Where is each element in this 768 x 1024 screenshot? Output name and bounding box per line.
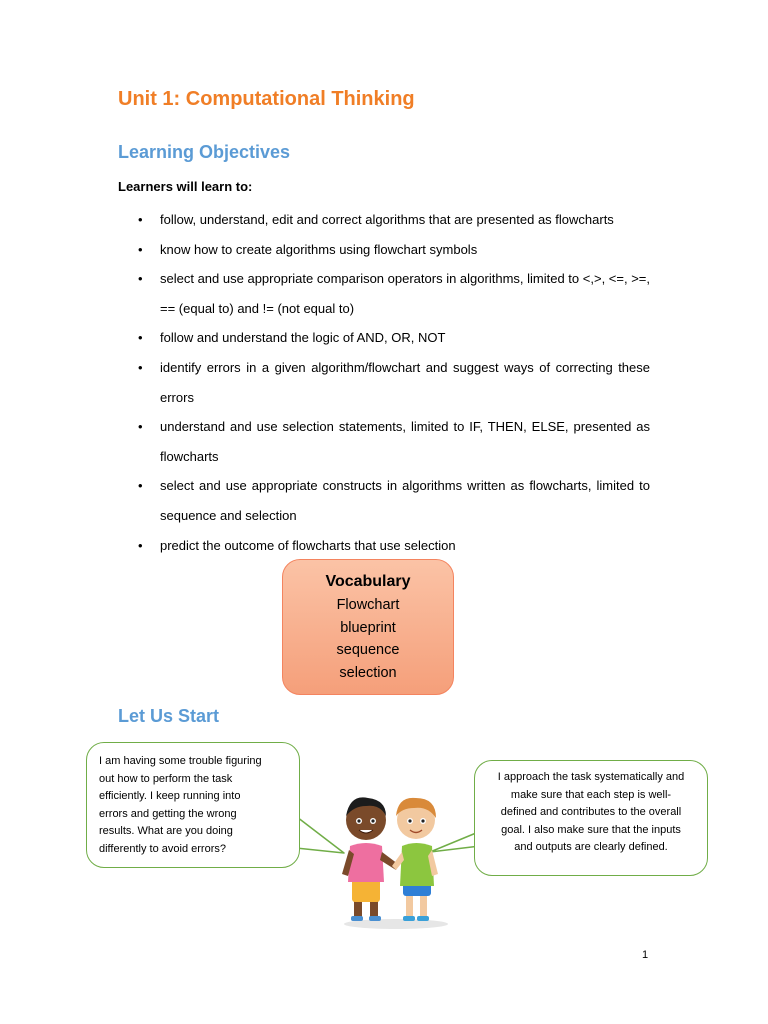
bubble-line: defined and contributes to the overall xyxy=(500,806,682,818)
bullet-icon: • xyxy=(138,212,143,227)
left-child-figure xyxy=(342,797,398,921)
learning-objectives-heading: Learning Objectives xyxy=(118,142,291,162)
bullet-icon: • xyxy=(138,241,143,257)
objective-text: know how to create algorithms using flowchart symbols xyxy=(160,241,478,257)
bubble-line: results. What are you doing xyxy=(99,825,233,837)
bubble-line: out how to perform the task xyxy=(99,772,233,785)
objective-text: understand and use selection statements, limited to IF, THEN, ELSE, presented as flowcharts xyxy=(160,419,650,464)
left-speech-bubble xyxy=(86,742,300,868)
unit-title: Unit 1: Computational Thinking xyxy=(118,88,415,110)
bubble-line: errors and getting the wrong xyxy=(99,807,237,820)
objective-text: select and use appropriate constructs in algorithms written as flowcharts, limited to sequence and selection xyxy=(160,478,650,523)
vocabulary-title: Vocabulary xyxy=(325,573,411,590)
children-illustration xyxy=(336,790,456,930)
bullet-icon: • xyxy=(138,271,143,287)
vocabulary-word: blueprint xyxy=(340,619,396,636)
vocabulary-word: selection xyxy=(339,665,397,682)
bubble-line: I am having some trouble figuring xyxy=(99,755,262,767)
vocabulary-word: sequence xyxy=(336,642,400,659)
right-child-figure xyxy=(392,798,438,921)
page-number: 1 xyxy=(642,949,649,961)
bubble-line: and outputs are clearly defined. xyxy=(514,841,668,853)
objectives-lead: Learners will learn to: xyxy=(118,179,253,194)
bubble-line: goal. I also make sure that the inputs xyxy=(501,823,681,836)
objective-text: follow, understand, edit and correct algorithms that are presented as flowcharts xyxy=(160,212,614,227)
objective-text: follow and understand the logic of AND, OR, NOT xyxy=(160,330,446,346)
bullet-icon: • xyxy=(138,537,143,553)
bullet-icon: • xyxy=(138,359,143,375)
let-us-start-heading: Let Us Start xyxy=(118,706,220,726)
objective-text: predict the outcome of flowcharts that use selection xyxy=(160,537,456,553)
objective-text: select and use appropriate comparison operators in algorithms, limited to <,>, <=, >=, == (equal to) and != (not equal to) xyxy=(160,271,650,316)
bullet-icon: • xyxy=(138,478,143,494)
vocabulary-word: Flowchart xyxy=(336,597,400,613)
bubble-line: make sure that each step is well- xyxy=(510,788,672,801)
objective-text: identify errors in a given algorithm/flowchart and suggest ways of correcting these errors xyxy=(160,359,650,405)
bullet-icon: • xyxy=(138,419,143,435)
bubble-line: I approach the task systematically and xyxy=(497,771,685,783)
right-speech-bubble xyxy=(474,760,708,876)
bubble-line: differently to avoid errors? xyxy=(99,842,226,855)
bullet-icon: • xyxy=(138,330,143,346)
bubble-line: efficiently. I keep running into xyxy=(99,790,241,802)
